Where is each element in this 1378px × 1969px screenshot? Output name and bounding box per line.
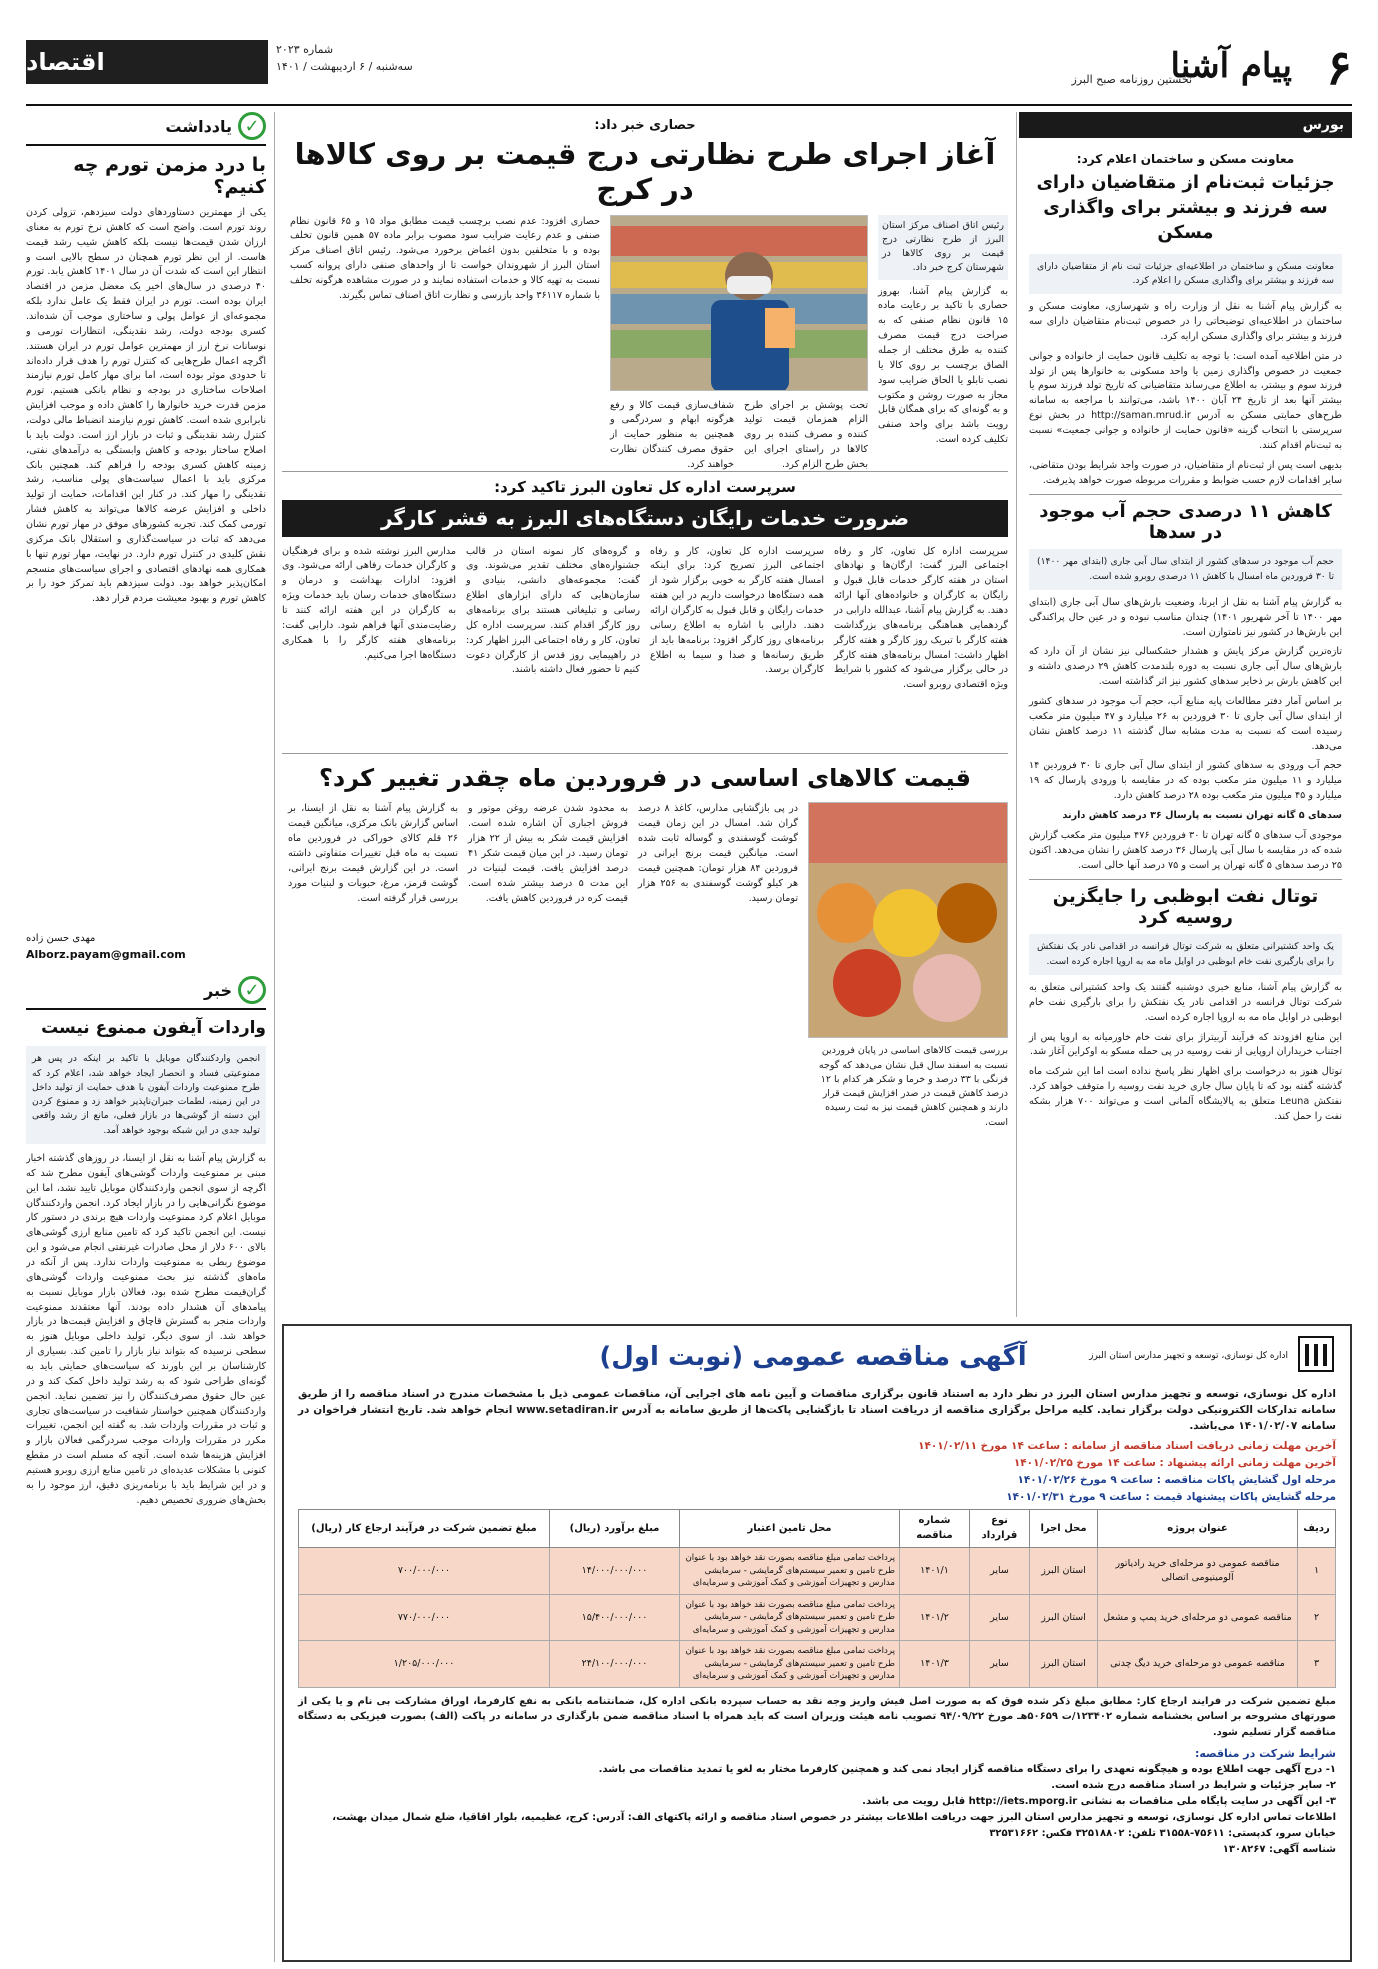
- tender-deadline-offer: آخرین مهلت زمانی ارائه پیشنهاد : ساعت ۱۴ مورخ ۱۴۰۱/۰۲/۲۵: [1013, 1457, 1336, 1470]
- prices-col3: به محدود شدن عرضه روغن موتور و فروش اجباری آن اشاره شده است. افزایش قیمت شکر به بیش از ۲۲ هزار تومان رسید. در این میان قیمت شکر ۴۱ درصد افزایش یافت. قیمت لبنیات در این مدت ۵ درصد بیشتر شده است. قیمت کره در فروردین کاهش یافت.: [468, 803, 629, 904]
- water-p1: به گزارش پیام آشنا به نقل از ایرنا، وضعیت بارش‌های سال آبی جاری (ابتدای مهر ۱۴۰۰ تا آخر شهریور ۱۴۰۱) چندان مناسب نبوده و در عین حال پراکندگی این بارش‌ها در کشور نیز نامتوازن است.: [1029, 596, 1343, 638]
- housing-title: جزئیات ثبت‌نام از متقاضیان دارای سه فرزند و بیشتر برای واگذاری مسکن: [1036, 172, 1335, 244]
- tender-conditions-title: شرایط شرکت در مناقصه:: [1194, 1747, 1336, 1761]
- table-cell: مناقصه عمومی دو مرحله‌ای خرید رادیاتور آلومینیومی اتصالی: [1098, 1548, 1298, 1594]
- housing-p1: به گزارش پیام آشنا به نقل از وزارت راه و شهرسازی، معاونت مسکن و ساختمان در اطلاعیه‌ای توضیحاتی را در خصوص ثبت‌نام متقاضیان دارای سه فرزند و بیشتر برای واگذاری مسکن ارایه کرد.: [1029, 301, 1342, 342]
- taavon-title: ضرورت خدمات رایگان دستگاه‌های البرز به قشر کارگر: [282, 500, 1008, 537]
- col-header: ردیف: [1298, 1510, 1336, 1548]
- oil-article: [1019, 886, 1352, 1124]
- hesari-col2: تحت پوشش بر اجرای طرح الزام همزمان قیمت تولید کننده و مصرف کننده بر روی کالاها در راستای اجرای این بخش طرح الزام کرد.: [744, 399, 868, 471]
- table-cell: ۱۴۰۱/۱: [900, 1548, 970, 1594]
- table-cell: سایر: [970, 1594, 1030, 1640]
- table-cell: ۲: [1298, 1594, 1336, 1640]
- news-title: واردات آیفون ممنوع نیست: [41, 1018, 266, 1039]
- table-cell: ۷۷۰/۰۰۰/۰۰۰: [299, 1594, 550, 1640]
- housing-p2: در متن اطلاعیه آمده است: با توجه به تکلیف قانون حمایت از خانواده و جوانی جمعیت در خصوص واگذاری زمین یا واحد مسکونی به خانوارها پس از تولد فرزند سوم و بیشتر، به اطلاع می‌رساند متقاضیانی که تاریخ تولد فرزند سوم یا بیشتر آنها بعد از تاریخ ۲۴ آبان ۱۴۰۰ باشد، می‌توانند با مراجعه به سامانه طرح‌های حمایتی مسکن به آدرس http://saman.mrud.ir در بخش نوع سرپرستی با انتخاب گزینه «قانون حمایت از خانواده و جوانی جمعیت» نسبت به ثبت‌نام اقدام کنند.: [1029, 350, 1343, 451]
- divider: [1029, 494, 1342, 495]
- hesari-title: آغاز اجرای طرح نظارتی درج قیمت بر روی کالاها در کرج: [294, 137, 996, 206]
- table-cell: پرداخت تمامی مبلغ مناقصه بصورت نقد خواهد بود با عنوان طرح تامین و تعمیر سیستم‌های گرمایشی - سرمایشی مدارس و تجهیزات آموزشی و کمک آموزشی و سرمایه‌ای: [680, 1641, 900, 1687]
- check-icon: ✓: [238, 112, 266, 140]
- housing-article: [1019, 138, 1352, 488]
- ministry-emblem-icon: [1296, 1334, 1336, 1380]
- housing-kicker: معاونت مسکن و ساختمان اعلام کرد:: [1076, 152, 1295, 166]
- water-p4: حجم آب ورودی به سدهای کشور از ابتدای سال آبی جاری تا ۳۰ فروردین ۱۴ میلیارد و ۱۱ میلیون متر مکعب بوده که در مقایسه با ورودی پارسال که ۱۹ میلیارد و ۴۵ میلیون متر مکعب بوده ۲۸ درصد کاهش دارد.: [1029, 760, 1342, 802]
- prices-article: [282, 764, 1008, 1183]
- hesari-article: [282, 118, 1008, 471]
- water-title: کاهش ۱۱ درصدی حجم آب موجود در سدها: [1039, 501, 1332, 544]
- note-title: با درد مزمن تورم چه کنیم؟: [73, 154, 266, 198]
- hesari-col1: به گزارش پیام آشنا، بهروز حصاری با تاکید بر رعایت ماده ۱۵ قانون نظام صنفی که به صراحت درج قیمت مصرف کننده به طرق مختلف از جمله الصاق برچسب بر روی کالا یا نصب تابلو یا الحاق ضرایب سود مجاز به صورت روشن و مکتوب و به گونه‌ای که برای همگان قابل رویت باشد برای واحد صنفی تکلیف کرده است.: [878, 285, 1008, 446]
- right-column: [1019, 112, 1352, 1317]
- table-cell: پرداخت تمامی مبلغ مناقصه بصورت نقد خواهد بود با عنوان طرح تامین و تعمیر سیستم‌های گرمایشی - سرمایشی مدارس و تجهیزات آموزشی و کمک آموزشی و سرمایه‌ای: [680, 1548, 900, 1594]
- tender-table: [298, 1509, 1336, 1687]
- oil-p2: این منابع افزودند که فرآیند آربیتراژ برای نفت خام خاورمیانه به اروپا پس از اجتناب خریداران اروپایی از نفت روسیه در پی حمله مسکو به اوکراین آغاز شد.: [1029, 1031, 1342, 1058]
- water-p5: موجودی آب سدهای ۵ گانه تهران تا ۳۰ فروردین ۴۷۶ میلیون متر مکعب گزارش شده که در مقایسه با سال آبی پارسال ۳۶ درصد کاهش را نشان می‌دهد. اکنون ۲۵ درصد سدهای ۵ گانه تهران پر است و ۷۵ درصد آنها خالی است.: [1029, 829, 1343, 871]
- note-body: یکی از مهمترین دستاوردهای دولت سیزدهم، تزولی کردن روند تورم است. واضح است که کاهش نرخ تورم به معنای ارزان شدن قیمت‌ها نیست بلکه کاهش شیب رشد قیمت هاست. از این نظر تورم همچنان در سطح بالایی است و انتظار این است که شدت آن در سال ۱۴۰۱ کاهش یابد. تورم ۴۰ درصدی در سال‌های اخیر یک معضل مزمن در اقتصاد ایران بوده است. تورم در ایران فقط یک عامل ندارد بلکه مجموعه‌ای از عوامل پولی و ساختاری موجب آن شده‌اند. کسری بودجه دولت، رشد نقدینگی، انتظارات تورمی و نوسانات نرخ ارز از مهمترین عوامل تورم در ایران هستند. اگرچه اعمال طرح‌هایی که کنترل تورم را هدف قرار داده‌اند تا حدودی موثر بوده است، اما برای مهار کامل تورم نیازمند اصلاحات ساختاری در بودجه و نظام بانکی هستیم. تورم مزمن قدرت خرید خانوارها را کاهش داده و موجب افزایش نابرابری شده است. کاهش تورم نیازمند انضباط مالی دولت، کنترل رشد نقدینگی و ثبات در بازار ارز است. دولت باید با اصلاح ساختار بودجه و کاهش وابستگی به درآمدهای نفتی، زمینه کاهش کسری بودجه را فراهم کند. همچنین بانک مرکزی باید با اعمال سیاست‌های پولی مناسب، رشد نقدینگی را مهار کند. در کنار این اقدامات، حمایت از تولید داخلی و افزایش عرضه کالاها می‌تواند به کاهش فشار تورمی کمک کند. تجربه کشورهای موفق در مهار تورم نشان می‌دهد که ثبات در سیاست‌گذاری و استقلال بانک مرکزی نقش کلیدی در کنترل تورم دارد. در نهایت، مهار تورم تنها با همکاری همه نهادهای اقتصادی و اجرای سیاست‌های منسجم امکان‌پذیر خواهد بود. دولت سیزدهم باید تمرکز خود را بر کاهش تورم و بهبود معیشت مردم قرار دهد.: [26, 207, 266, 605]
- table-cell: مناقصه عمومی دو مرحله‌ای خرید دیگ چدنی: [1098, 1641, 1298, 1687]
- note-author: مهدی حسن زاده: [26, 933, 96, 944]
- grocery-photo: [808, 802, 1008, 1038]
- table-cell: استان البرز: [1030, 1641, 1098, 1687]
- issue-info: [276, 42, 413, 75]
- oil-title: توتال نفت ابوظبی را جایگزین روسیه کرد: [1052, 886, 1319, 929]
- taavon-article: [282, 478, 1008, 745]
- supermarket-photo: [610, 215, 868, 391]
- water-lead: حجم آب موجود در سدهای کشور از ابتدای سال آبی جاری (ابتدای مهر ۱۴۰۰) تا ۳۰ فروردین ماه امسال با کاهش ۱۱ درصدی روبرو شده است.: [1029, 549, 1342, 590]
- page-number: ۶: [1326, 40, 1352, 96]
- tender-ad-id: شناسه آگهی: ۱۳۰۸۲۶۷: [1222, 1844, 1336, 1855]
- table-row: [299, 1641, 1336, 1687]
- tender-condition: ۳- این آگهی در سایت پایگاه ملی مناقصات به نشانی http://iets.mporg.ir قابل رویت می باشد.: [862, 1796, 1336, 1807]
- table-cell: استان البرز: [1030, 1548, 1098, 1594]
- check-icon: ✓: [238, 976, 266, 1004]
- taavon-kicker: سرپرست اداره کل تعاون البرز تاکید کرد:: [494, 477, 796, 496]
- prices-col2: در پی بازگشایی مدارس، کاغذ ۸ درصد گران شد. امسال در این زمان قیمت گوشت گوسفندی و گوساله ثابت شده است. میانگین قیمت برنج ایرانی در فروردین ۸۴ هزار تومان: همچنین قیمت هر کیلو گوشت گوسفندی به ۲۵۶ هزار تومان رسید.: [638, 803, 798, 904]
- water-subhead: سدهای ۵ گانه تهران نسبت به پارسال ۳۶ درصد کاهش دارند: [1062, 810, 1342, 822]
- page-header: [26, 40, 1352, 100]
- table-cell: ۱۴۰۱/۲: [900, 1594, 970, 1640]
- table-cell: ۷۰۰/۰۰۰/۰۰۰: [299, 1548, 550, 1594]
- table-cell: پرداخت تمامی مبلغ مناقصه بصورت نقد خواهد بود با عنوان طرح تامین و تعمیر سیستم‌های گرمایشی - سرمایشی مدارس و تجهیزات آموزشی و کمک آموزشی و سرمایه‌ای: [680, 1594, 900, 1640]
- housing-lead: معاونت مسکن و ساختمان در اطلاعیه‌ای جزئیات ثبت نام از متقاضیان دارای سه فرزند و بیشتر برای واگذاری مسکن را اعلام کرد.: [1029, 254, 1342, 295]
- bourse-label: بورس: [1019, 112, 1352, 138]
- tender-condition: ۲- سایر جزئیات و شرایط در اسناد مناقصه درج شده است.: [1051, 1780, 1336, 1791]
- table-row: [299, 1594, 1336, 1640]
- table-row: [299, 1548, 1336, 1594]
- news-lead: انجمن واردکنندگان موبایل با تاکید بر اینکه در پس هر ممنوعیتی فساد و انحصار ایجاد خواهد شد، اعلام کرد که طرح ممنوعیت واردات آیفون با هدف حمایت از تولید داخل در این زمینه، لطمات جبران‌ناپذیر خواهد زد و ممنوع کردن این دسته از گوشی‌ها در بازار فعلی، مانع از رشد واقعی تولید جدی در این شبکه بوجود خواهد آمد.: [26, 1046, 266, 1144]
- table-cell: ۱۵/۴۰۰/۰۰۰/۰۰۰: [550, 1594, 680, 1640]
- divider: [282, 753, 1008, 754]
- table-cell: ۱۴۰۱/۳: [900, 1641, 970, 1687]
- oil-p3: توتال هنوز به درخواست برای اظهار نظر پاسخ نداده است اما این شرکت ماه گذشته گفته بود که تا پایان سال جاری خرید نفت روسیه را متوقف خواهد کرد. نفتکش Leuna متعلق به پالایشگاه آلمانی است و می‌تواند ۷۰۰ هزار بشکه نفت را حمل کند.: [1029, 1066, 1342, 1122]
- taavon-col1: سرپرست اداره کل تعاون، کار و رفاه اجتماعی البرز گفت: ارگان‌ها و نهادهای استان در هفته کارگر خدمات قابل قبول و رایگان به کارگران و خانواده‌های آنها ارائه دهند. به گزارش پیام آشنا، عبدالله دارابی در گردهمایی هماهنگی برنامه‌های بزرگداشت هفته کارگر با تبریک روز کارگر و هفته کارگر اظهار داشت: امسال برنامه‌های هفته کارگر در حالی برگزار می‌شود که کشور با شرایط ویژه اقتصادی روبرو است.: [834, 545, 1008, 691]
- water-p2: تازه‌ترین گزارش مرکز پایش و هشدار خشکسالی نیز نشان از آن دارد که بارش‌های سال آبی جاری نسبت به دوره بلندمدت کاهش ۲۹ درصدی داشته و این کاهش بارش بر ذخایر سدهای کشور نیز اثر گذاشته است.: [1029, 646, 1342, 688]
- taavon-col2: سرپرست اداره کل تعاون، کار و رفاه اجتماعی البرز تصریح کرد: برای اینکه امسال هفته کارگر به خوبی برگزار شود از همه دستگاه‌ها درخواست داریم در این هفته خدمات رایگان و قابل قبول به کارگران ارائه دهند. دارابی با اشاره به اطلاع رسانی برنامه‌های روز کارگر افزود: برنامه‌ها باید از طریق رسانه‌ها و صدا و سیما به اطلاع کارگران برسد.: [650, 545, 824, 676]
- issue-date: سه‌شنبه / ۶ اردیبهشت / ۱۴۰۱: [276, 59, 413, 73]
- note-label: یادداشت: [165, 116, 232, 136]
- prices-title: قیمت کالاهای اساسی در فروردین ماه چقدر تغییر کرد؟: [319, 763, 971, 792]
- table-cell: سایر: [970, 1548, 1030, 1594]
- newspaper-logo: پیام آشنا: [1170, 46, 1292, 86]
- col-header: محل تامین اعتبار: [680, 1510, 900, 1548]
- table-cell: ۱۴/۰۰۰/۰۰۰/۰۰۰: [550, 1548, 680, 1594]
- tender-opening-2: مرحله گشایش پاکات پیشنهاد قیمت : ساعت ۹ مورخ ۱۴۰۱/۰۲/۳۱: [1006, 1490, 1336, 1503]
- divider: [1029, 879, 1342, 880]
- table-cell: ۱/۲۰۵/۰۰۰/۰۰۰: [299, 1641, 550, 1687]
- hesari-caption: رئیس اتاق اصناف مرکز استان البرز از طرح نظارتی درج قیمت بر روی کالاها در شهرستان کرج خبر داد.: [878, 215, 1008, 280]
- tagline: نخستین روزنامه صبح البرز: [1071, 73, 1192, 86]
- note-email[interactable]: Alborz.payam@gmail.com: [26, 947, 186, 961]
- taavon-col3: و گروه‌های کار نمونه استان در قالب جشنواره‌های مختلف تقدیر می‌شوند. وی گفت: مجموعه‌های دانشی، بنیادی و سازمان‌هایی که دارای ابزارهای اطلاع رسانی و تبلیغاتی هستند برای برنامه‌های روز کارگر اقدام کنند. سرپرست اداره کل تعاون، کار و رفاه اجتماعی البرز اظهار کرد: در راهپیمایی روز قدس از کارگران دعوت کنیم تا حضور فعال داشته باشند.: [466, 545, 640, 676]
- table-cell: ۱: [1298, 1548, 1336, 1594]
- taavon-col4: مدارس البرز نوشته شده و برای فرهنگیان و کارگران خدمات رفاهی ارائه می‌شود. وی افزود: ادارات بهداشت و درمان و دستگاه‌های خدمات رسان باید خدمات ویژه به کارگران در این هفته ارائه کنند تا رضایت‌مندی آنها فراهم شود. دارابی گفت: برنامه‌های هفته کارگر را با همکاری دستگاه‌ها اجرا می‌کنیم.: [282, 545, 456, 661]
- tender-condition: ۱- درج آگهی جهت اطلاع بوده و هیچگونه تعهدی را برای دستگاه مناقصه گزار ایجاد نمی کند و همچنین کارفرما مختار به لغو یا تمدید مناقصات می باشد.: [598, 1764, 1336, 1775]
- col-header: نوع قرارداد: [970, 1510, 1030, 1548]
- table-cell: ۳: [1298, 1641, 1336, 1687]
- table-header-row: [299, 1510, 1336, 1548]
- tender-deadline-docs: آخرین مهلت زمانی دریافت اسناد مناقصه از سامانه : ساعت ۱۴ مورخ ۱۴۰۱/۰۲/۱۱: [918, 1440, 1336, 1453]
- oil-lead: یک واحد کشتیرانی متعلق به شرکت توتال فرانسه در اقدامی نادر یک نفتکش را برای بارگیری نفت خام ابوظبی در اوایل ماه مه به اروپا اجاره کرده است.: [1029, 934, 1342, 975]
- col-header: عنوان پروژه: [1098, 1510, 1298, 1548]
- tender-org: اداره کل نوسازی، توسعه و تجهیز مدارس استان البرز: [1089, 1351, 1288, 1362]
- tender-ad: [282, 1324, 1352, 1962]
- water-article: [1019, 501, 1352, 873]
- column-divider: [274, 112, 275, 1962]
- section-title: اقتصاد: [26, 40, 268, 84]
- tender-contact: اطلاعات تماس اداره کل نوسازی، توسعه و تجهیز مدارس استان البرز جهت دریافت اطلاعات بیشتر در خصوص اسناد مناقصه و ارائه پاکتهای الف: آدرس: کرج، عظیمیه، بلوار اقاقیا، ضلع شمال میدان بهشت، خیابان سرو، کدپستی: ۷۵۶۱۱-۳۱۵۵۸ تلفن: ۳۲۵۱۸۸۰۲ فکس: ۳۲۵۳۱۶۶۲: [332, 1812, 1336, 1839]
- issue-number: شماره ۲۰۲۳: [276, 43, 334, 56]
- housing-p3: بدیهی است پس از ثبت‌نام از متقاضیان، در صورت واجد شرایط بودن متقاضی، سایر اقدامات لازم حسب ضوابط و مقررات مربوطه صورت خواهد پذیرفت.: [1029, 459, 1342, 486]
- header-rule: [26, 104, 1352, 106]
- tender-opening-1: مرحله اول گشایش پاکات مناقصه : ساعت ۹ مورخ ۱۴۰۱/۰۲/۲۶: [1017, 1473, 1336, 1486]
- tender-guarantee: مبلغ تضمین شرکت در فرایند ارجاع کار: مطابق مبلغ ذکر شده فوق که به صورت اصل فیش واریز وجه نقد به حساب سپرده بانکی اداره کل، ضمانتنامه بانکی به نفع کارفرما، اوراق مشارکت بی نام و یا یکی از صورتهای مشروحه بر اساس بخشنامه شماره ۱۲۳۴۰۲/ت ۵۰۶۵۹هـ مورخ ۹۴/۰۹/۲۲ تصویب نامه هیئت وزیران است که باید همراه با اسناد مناقصه ضمن بارگذاری در سامانه در پاکت (الف) بصورت فیزیکی به دستگاه مناقصه گزار تسلیم شود.: [298, 1695, 1336, 1738]
- hesari-col3: شفاف‌سازی قیمت کالا و رفع هرگونه ابهام و سردرگمی و همچنین به منظور حمایت از حقوق مصرف کنندگان نظارت خواهند کرد.: [610, 399, 734, 471]
- col-header: مبلغ برآورد (ریال): [550, 1510, 680, 1548]
- water-p3: بر اساس آمار دفتر مطالعات پایه منابع آب، حجم آب موجود در سدهای کشور از ابتدای سال آبی جاری تا ۳۰ فروردین به ۲۶ میلیارد و ۴۷ میلیون متر مکعب رسیده است که نسبت به مدت مشابه سال گذشته ۱۱ درصد کاهش نشان می‌دهد.: [1029, 696, 1343, 752]
- left-column: [26, 112, 266, 1962]
- hesari-kicker: حصاری خبر داد:: [594, 118, 696, 133]
- hesari-col4: حصاری افزود: عدم نصب برچسب قیمت مطابق مواد ۱۵ و ۶۵ قانون نظام صنفی و عدم رعایت ضرایب سود مصوب برابر ماده ۵۷ همین قانون تخلف بوده و با متخلفین بدون اغماض برخورد می‌شود. رئیس اتاق اصناف مرکز استان البرز از شهروندان خواست تا از واحدهای صنفی دارای پروانه کسب نسبت به تهیه کالا و خدمات استفاده نمایند و در صورت مشاهده هرگونه تخلف با شماره ۳۶۱۱۷ واحد بازرسی و نظارت اتاق اصناف تماس بگیرند.: [290, 215, 601, 301]
- prices-caption: بررسی قیمت کالاهای اساسی در پایان فروردین نسبت به اسفند سال قبل نشان می‌دهد که گوجه فرنگی با ۳۳ درصد و خرما و شکر هر کدام با ۱۲ درصد کاهش قیمت در صدر افزایش قیمت قرار دارند و همچنین کاهش قیمت نیز به ثبت رسیده است.: [818, 1045, 1008, 1128]
- table-cell: ۲۴/۱۰۰/۰۰۰/۰۰۰: [550, 1641, 680, 1687]
- col-header: محل اجرا: [1030, 1510, 1098, 1548]
- news-body: به گزارش پیام آشنا به نقل از ایسنا، در روزهای گذشته اخبار مبنی بر ممنوعیت واردات گوشی‌های آیفون مطرح شد که اگرچه از سوی انجمن واردکنندگان موبایل تایید نشد، اما این موضوع نگرانی‌هایی را در بازار ایجاد کرد. انجمن واردکنندگان موبایل اعلام کرد ممنوعیت واردات هیچ برندی در دستور کار نیست. این انجمن تاکید کرد که تامین منابع ارزی گوشی‌های بالای ۶۰۰ دلار از محل صادرات غیرنفتی انجام می‌شود و این موضوع ربطی به ممنوعیت واردات ندارد. پس از آنکه در ماه‌های گذشته نیز بحث ممنوعیت واردات گوشی‌های گران‌قیمت مطرح شده بود، فعالان بازار موبایل نسبت به پیامدهای آن هشدار داده بودند. آنها معتقدند ممنوعیت واردات منجر به گسترش قاچاق و افزایش قیمت‌ها در بازار خواهد شد. از سوی دیگر، تولید داخلی موبایل هنوز به سطحی نرسیده که بتواند نیاز بازار را تامین کند. بسیاری از کارشناسان بر این باورند که سیاست‌های حمایتی باید به گونه‌ای طراحی شود که به رشد تولید داخل کمک کند و در عین حال حقوق مصرف‌کنندگان را نیز تضمین نماید. انجمن واردکنندگان همچنین خواستار شفافیت در سیاست‌های تجاری و ثبات در مقررات واردات شد. به گفته این انجمن، تغییرات مکرر در مقررات واردات موجب سردرگمی فعالان بازار و افزایش هزینه‌ها شده است. آنچه که مسلم است در مقطع کنونی با مشکلات عدیده‌ای در تامین منابع ارزی روبرو هستیم و در این شرایط باید با برنامه‌ریزی دقیق، ارز موجود را به بخش‌های ضروری تخصیص دهیم.: [26, 1152, 266, 1506]
- oil-p1: به گزارش پیام آشنا، منابع خبری دوشنبه گفتند یک واحد کشتیرانی متعلق به شرکت توتال فرانسه در اقدامی نادر یک نفتکش را برای بارگیری نفت خام ابوظبی در اوایل ماه مه به اروپا اجاره کرده است.: [1029, 981, 1342, 1023]
- column-divider: [1016, 112, 1017, 1317]
- col-header: شماره مناقصه: [900, 1510, 970, 1548]
- col-header: مبلغ تضمین شرکت در فرآیند ارجاع کار (ریال): [299, 1510, 550, 1548]
- table-cell: استان البرز: [1030, 1594, 1098, 1640]
- center-column: [282, 112, 1008, 1317]
- prices-col1: به گزارش پیام آشنا به نقل از ایسنا، بر اساس گزارش بانک مرکزی، میانگین قیمت ۲۶ قلم کالای خوراکی در فروردین ماه نسبت به ماه قبل تغییرات متفاوتی داشته است. در این گزارش قیمت برنج ایرانی، گوشت قرمز، مرغ، حبوبات و لبنیات مورد بررسی قرار گرفته است.: [288, 803, 458, 904]
- tender-title: آگهی مناقصه عمومی (نوبت اول): [599, 1341, 1027, 1372]
- table-cell: مناقصه عمومی دو مرحله‌ای خرید پمپ و مشعل: [1098, 1594, 1298, 1640]
- news-label: خبر: [203, 980, 232, 1000]
- table-cell: سایر: [970, 1641, 1030, 1687]
- tender-intro: اداره کل نوسازی، توسعه و تجهیز مدارس استان البرز در نظر دارد به استناد قانون برگزاری مناقصات و آیین نامه های اجرایی آن، مناقصات عمومی ذیل با مشخصات مندرج در اسناد مناقصه را از طریق سامانه تدارکات الکترونیکی دولت برگزار نماید. کلیه مراحل برگزاری مناقصه از دریافت اسناد تا بازگشایی پاکت‌ها از طریق سامانه به آدرس www.setadiran.ir انجام خواهد شد. تاریخ انتشار فراخوان در سامانه ۱۴۰۱/۰۲/۰۷ می‌باشد.: [298, 1387, 1336, 1433]
